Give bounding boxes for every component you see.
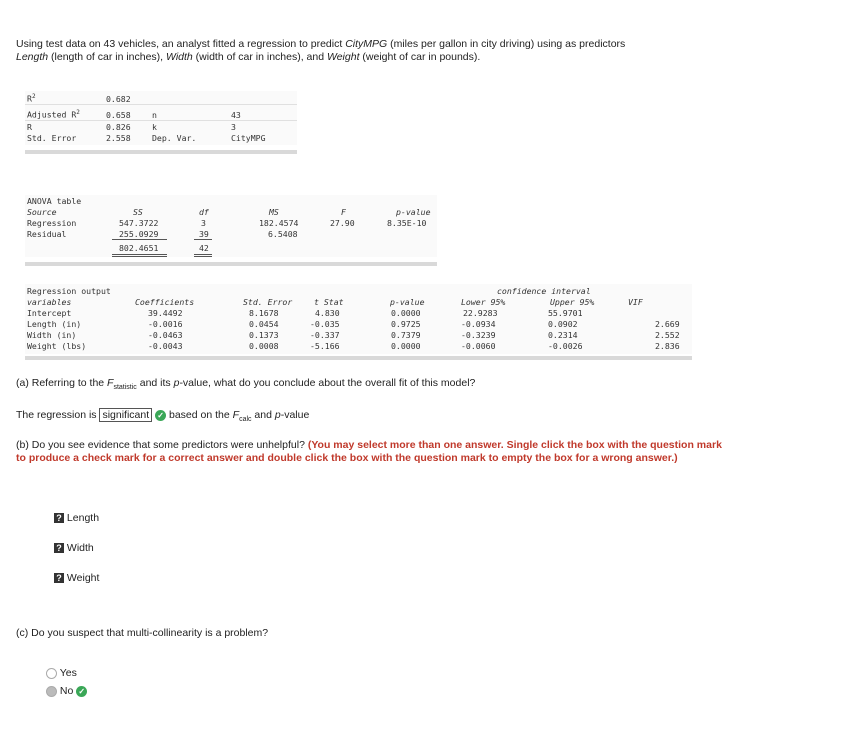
reg-row-vif: 2.669 <box>655 319 680 329</box>
anova-header-ms: MS <box>269 207 279 217</box>
anova-total-ss: 802.4651 <box>119 243 159 253</box>
reg-row-upper95: 55.9701 <box>548 308 583 318</box>
anova-reg-ss: 547.3722 <box>119 218 159 228</box>
reg-row-variable: Length (in) <box>27 319 82 329</box>
question-mark-box[interactable]: ? <box>54 513 64 523</box>
reg-row-coef: -0.0043 <box>148 341 183 351</box>
reg-row-coef: -0.0016 <box>148 319 183 329</box>
reg-row-tstat: -0.337 <box>310 330 340 340</box>
anova-header-df: df <box>199 207 209 217</box>
radio-yes-circle[interactable] <box>46 668 57 679</box>
question-a: (a) Referring to the $F_{statistic}$ and its p-value, what do you conclude about the overall fit of this model? <box>16 377 476 392</box>
anova-res-ms: 6.5408 <box>268 229 298 239</box>
r-label: R <box>27 122 32 132</box>
var-length: Length <box>16 51 49 63</box>
dep-var-value: CityMPG <box>231 133 266 143</box>
k-label: k <box>152 122 157 132</box>
reg-header-stderror: Std. Error <box>243 297 293 307</box>
n-value: 43 <box>231 110 241 120</box>
reg-row-coef: 39.4492 <box>148 308 183 318</box>
question-b: (b) Do you see evidence that some predictors were unhelpful? (You may select more than one answer. Single click the box with the question mark to produce a check mark for a correct answer and double click the box with the question mark to empty the box for a wrong answer.) <box>16 439 722 464</box>
adj-r2-value: 0.658 <box>106 110 131 120</box>
reg-row-upper95: 0.0902 <box>548 319 578 329</box>
var-weight: Weight <box>327 51 360 63</box>
reg-header-lower95: Lower 95% <box>461 297 506 307</box>
answer-a: The regression is significant ✓ based on the $F_{calc}$ and p-value <box>16 409 310 424</box>
reg-header-vif: VIF <box>628 297 643 307</box>
reg-row-upper95: 0.2314 <box>548 330 578 340</box>
anova-res-ss: 255.0929 <box>119 229 159 239</box>
var-width: Width <box>166 51 193 63</box>
reg-row-lower95: -0.0934 <box>461 319 496 329</box>
answer-a-select[interactable]: significant <box>99 408 152 422</box>
reg-row-tstat: -0.035 <box>310 319 340 329</box>
question-mark-box[interactable]: ? <box>54 573 64 583</box>
anova-header-pvalue: p-value <box>396 207 431 217</box>
reg-header-variables: variables <box>27 297 72 307</box>
reg-row-lower95: 22.9283 <box>463 308 498 318</box>
reg-row-pvalue: 0.9725 <box>391 319 421 329</box>
option-length[interactable]: ? Length <box>54 512 99 525</box>
reg-row-pvalue: 0.0000 <box>391 341 421 351</box>
anova-total-df: 42 <box>199 243 209 253</box>
ci-label: confidence interval <box>497 286 591 296</box>
anova-reg-df: 3 <box>201 218 206 228</box>
reg-header-pvalue: p-value <box>390 297 425 307</box>
reg-row-lower95: -0.0060 <box>461 341 496 351</box>
question-mark-box[interactable]: ? <box>54 543 64 553</box>
reg-header-tstat: t Stat <box>314 297 344 307</box>
anova-reg-ms: 182.4574 <box>259 218 299 228</box>
r2-value: 0.682 <box>106 94 131 104</box>
reg-header-coefficients: Coefficients <box>135 297 195 307</box>
anova-title: ANOVA table <box>27 196 82 206</box>
anova-reg-pvalue: 8.35E-10 <box>387 218 427 228</box>
radio-yes[interactable]: Yes <box>46 667 77 680</box>
reg-row-lower95: -0.3239 <box>461 330 496 340</box>
anova-reg-label: Regression <box>27 218 77 228</box>
anova-header-source: Source <box>27 207 57 217</box>
reg-row-stderror: 0.0454 <box>249 319 279 329</box>
option-weight[interactable]: ? Weight <box>54 572 99 585</box>
reg-row-upper95: -0.0026 <box>548 341 583 351</box>
r-value: 0.826 <box>106 122 131 132</box>
dep-var-label: Dep. Var. <box>152 133 197 143</box>
anova-reg-f: 27.90 <box>330 218 355 228</box>
r2-label: $R^2$ <box>27 93 36 104</box>
reg-row-pvalue: 0.7379 <box>391 330 421 340</box>
reg-row-tstat: 4.830 <box>315 308 340 318</box>
reg-row-pvalue: 0.0000 <box>391 308 421 318</box>
n-label: n <box>152 110 157 120</box>
reg-row-stderror: 0.1373 <box>249 330 279 340</box>
std-error-value: 2.558 <box>106 133 131 143</box>
radio-no[interactable]: No ✓ <box>46 685 87 698</box>
correct-check-icon: ✓ <box>155 410 166 421</box>
reg-row-vif: 2.552 <box>655 330 680 340</box>
reg-row-stderror: 0.0008 <box>249 341 279 351</box>
option-width[interactable]: ? Width <box>54 542 94 555</box>
reg-row-vif: 2.836 <box>655 341 680 351</box>
reg-row-variable: Width (in) <box>27 330 77 340</box>
anova-res-label: Residual <box>27 229 67 239</box>
k-value: 3 <box>231 122 236 132</box>
question-c: (c) Do you suspect that multi-collinearity is a problem? <box>16 627 269 639</box>
reg-row-stderror: 8.1678 <box>249 308 279 318</box>
problem-intro: Using test data on 43 vehicles, an analyst fitted a regression to predict CityMPG (miles per gallon in city driving) using as predictors Length (length of car in inches), Width (width of car in inches), and Weight (weight of car in pounds). <box>16 38 626 63</box>
reg-header-upper95: Upper 95% <box>550 297 595 307</box>
var-citympg: CityMPG <box>345 38 388 50</box>
reg-row-coef: -0.0463 <box>148 330 183 340</box>
reg-row-tstat: -5.166 <box>310 341 340 351</box>
adj-r2-label: Adjusted $R^2$ <box>27 109 80 120</box>
correct-check-icon: ✓ <box>76 686 87 697</box>
reg-row-variable: Weight (lbs) <box>27 341 87 351</box>
regression-title: Regression output <box>27 286 111 296</box>
reg-row-variable: Intercept <box>27 308 72 318</box>
radio-no-circle[interactable] <box>46 686 57 697</box>
anova-header-ss: SS <box>133 207 143 217</box>
std-error-label: Std. Error <box>27 133 77 143</box>
anova-res-df: 39 <box>199 229 209 239</box>
anova-header-f: F <box>341 207 346 217</box>
